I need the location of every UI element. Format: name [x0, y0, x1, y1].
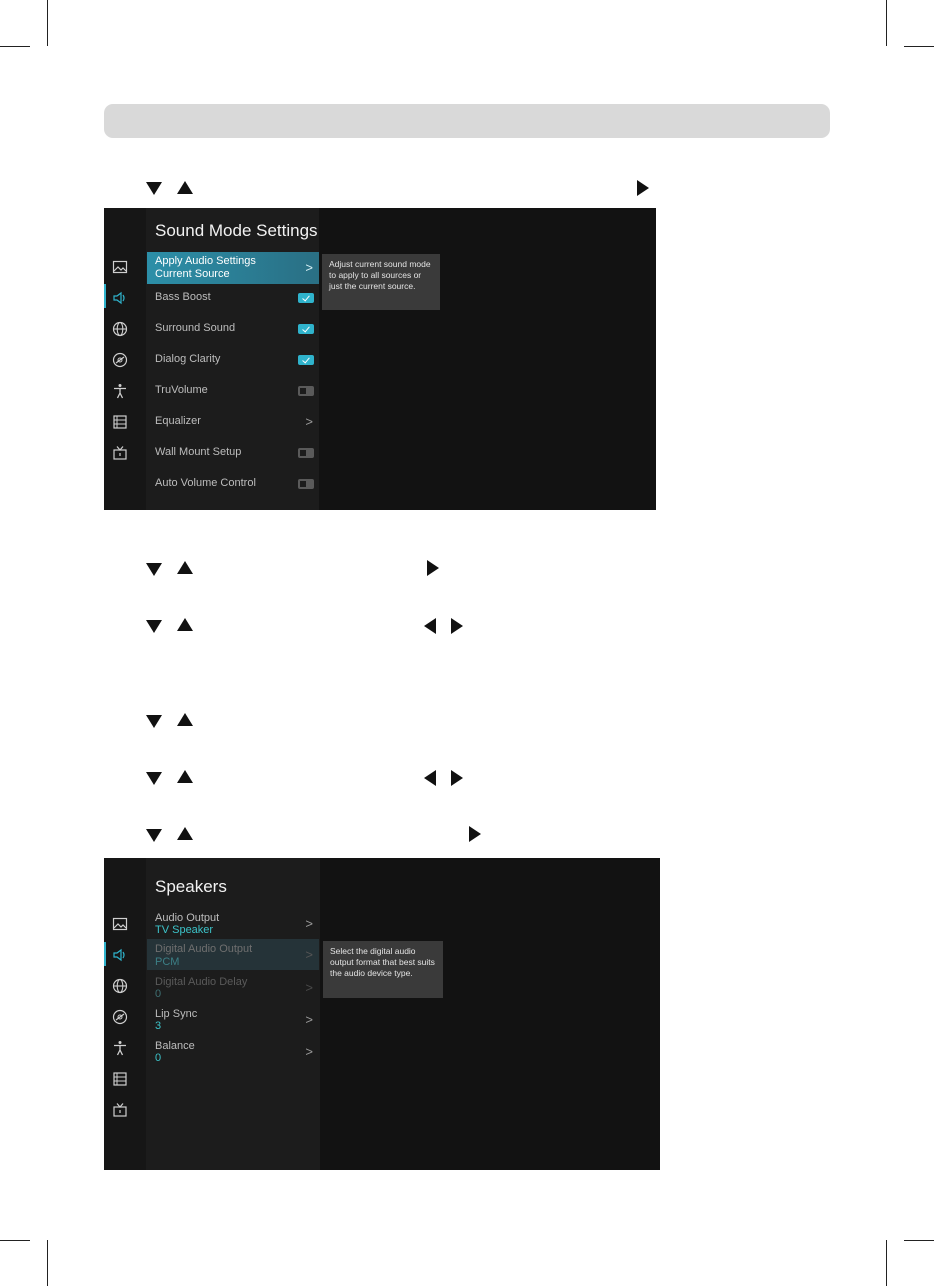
checkbox-checked[interactable] [298, 355, 314, 365]
menu-item-lip-sync[interactable] [147, 1007, 319, 1035]
menu-item-label: Auto Volume Control [155, 477, 256, 489]
system-icon[interactable] [112, 1071, 128, 1087]
section-header-bar [104, 104, 830, 138]
crop-mark [886, 0, 887, 46]
accessibility-icon[interactable] [112, 1040, 128, 1056]
up-arrow-icon [177, 770, 193, 783]
picture-icon[interactable] [112, 916, 128, 932]
menu-item-label: Digital Audio Output [155, 943, 253, 955]
menu-item-value: Current Source [155, 268, 230, 280]
up-arrow-icon [177, 181, 193, 194]
checkbox-checked[interactable] [298, 324, 314, 334]
left-arrow-icon [424, 618, 436, 634]
toggle-off[interactable] [298, 448, 314, 458]
chevron-right-icon: > [305, 916, 313, 931]
crop-mark [0, 46, 30, 47]
checkbox-checked[interactable] [298, 293, 314, 303]
speakers-screen [104, 858, 660, 1170]
crop-mark [904, 1240, 934, 1241]
menu-item-label: Bass Boost [155, 291, 211, 303]
help-tooltip: Select the digital audio output format that best suits the audio device type. [323, 941, 443, 998]
chevron-right-icon: > [305, 414, 313, 429]
menu-item-apply-audio-settings[interactable] [147, 252, 319, 284]
system-icon[interactable] [112, 414, 128, 430]
chevron-right-icon: > [305, 260, 313, 275]
page-title: Speakers [155, 877, 227, 896]
crop-mark [0, 1240, 30, 1241]
menu-item-value: PCM [155, 956, 180, 968]
menu-item-wall-mount-setup[interactable] [147, 446, 319, 462]
general-icon[interactable] [112, 352, 128, 368]
toggle-off[interactable] [298, 386, 314, 396]
menu-item-bass-boost[interactable] [147, 291, 319, 307]
menu-item-dialog-clarity[interactable] [147, 353, 319, 369]
menu-item-label: Audio Output [155, 912, 220, 924]
right-arrow-icon [451, 770, 463, 786]
menu-item-label: Surround Sound [155, 322, 236, 334]
up-arrow-icon [177, 827, 193, 840]
menu-item-label: TruVolume [155, 384, 208, 396]
menu-item-surround-sound[interactable] [147, 322, 319, 338]
menu-item-balance[interactable] [147, 1039, 319, 1067]
menu-item-label: Digital Audio Delay [155, 976, 248, 988]
menu-item-value: TV Speaker [155, 924, 214, 936]
menu-item-label: Lip Sync [155, 1008, 198, 1020]
crop-mark [886, 1240, 887, 1286]
chevron-right-icon: > [305, 1012, 313, 1027]
menu-item-digital-audio-output[interactable] [147, 939, 319, 970]
menu-item-digital-audio-delay[interactable] [147, 975, 319, 1003]
up-arrow-icon [177, 618, 193, 631]
sound-icon[interactable] [112, 290, 128, 306]
left-arrow-icon [424, 770, 436, 786]
down-arrow-icon [146, 620, 162, 633]
active-rail-indicator [104, 284, 106, 308]
toggle-off[interactable] [298, 479, 314, 489]
accessibility-icon[interactable] [112, 383, 128, 399]
right-arrow-icon [469, 826, 481, 842]
menu-item-label: Wall Mount Setup [155, 446, 242, 458]
page-title: Sound Mode Settings [155, 221, 318, 240]
network-icon[interactable] [112, 321, 128, 337]
menu-item-value: 3 [155, 1020, 162, 1032]
crop-mark [47, 0, 48, 46]
support-icon[interactable] [112, 1102, 128, 1118]
general-icon[interactable] [112, 1009, 128, 1025]
right-arrow-icon [637, 180, 649, 196]
down-arrow-icon [146, 563, 162, 576]
crop-mark [47, 1240, 48, 1286]
right-arrow-icon [451, 618, 463, 634]
chevron-right-icon: > [305, 947, 313, 962]
sound-mode-settings-screen [104, 208, 656, 510]
menu-item-label: Dialog Clarity [155, 353, 221, 365]
menu-item-audio-output[interactable] [147, 911, 319, 939]
up-arrow-icon [177, 713, 193, 726]
menu-item-label: Balance [155, 1040, 195, 1052]
support-icon[interactable] [112, 445, 128, 461]
up-arrow-icon [177, 561, 193, 574]
down-arrow-icon [146, 715, 162, 728]
active-rail-indicator [104, 942, 106, 966]
chevron-right-icon: > [305, 980, 313, 995]
chevron-right-icon: > [305, 1044, 313, 1059]
crop-mark [904, 46, 934, 47]
menu-item-value: 0 [155, 988, 162, 1000]
network-icon[interactable] [112, 978, 128, 994]
menu-item-value: 0 [155, 1052, 162, 1064]
menu-item-truvolume[interactable] [147, 384, 319, 400]
menu-item-label: Equalizer [155, 415, 201, 427]
down-arrow-icon [146, 182, 162, 195]
right-arrow-icon [427, 560, 439, 576]
sound-icon[interactable] [112, 947, 128, 963]
menu-item-auto-volume-control[interactable] [147, 477, 319, 493]
help-tooltip: Adjust current sound mode to apply to all sources or just the current source. [322, 254, 440, 310]
down-arrow-icon [146, 829, 162, 842]
picture-icon[interactable] [112, 259, 128, 275]
menu-item-equalizer[interactable] [147, 415, 319, 431]
down-arrow-icon [146, 772, 162, 785]
menu-item-label: Apply Audio Settings [155, 255, 256, 267]
